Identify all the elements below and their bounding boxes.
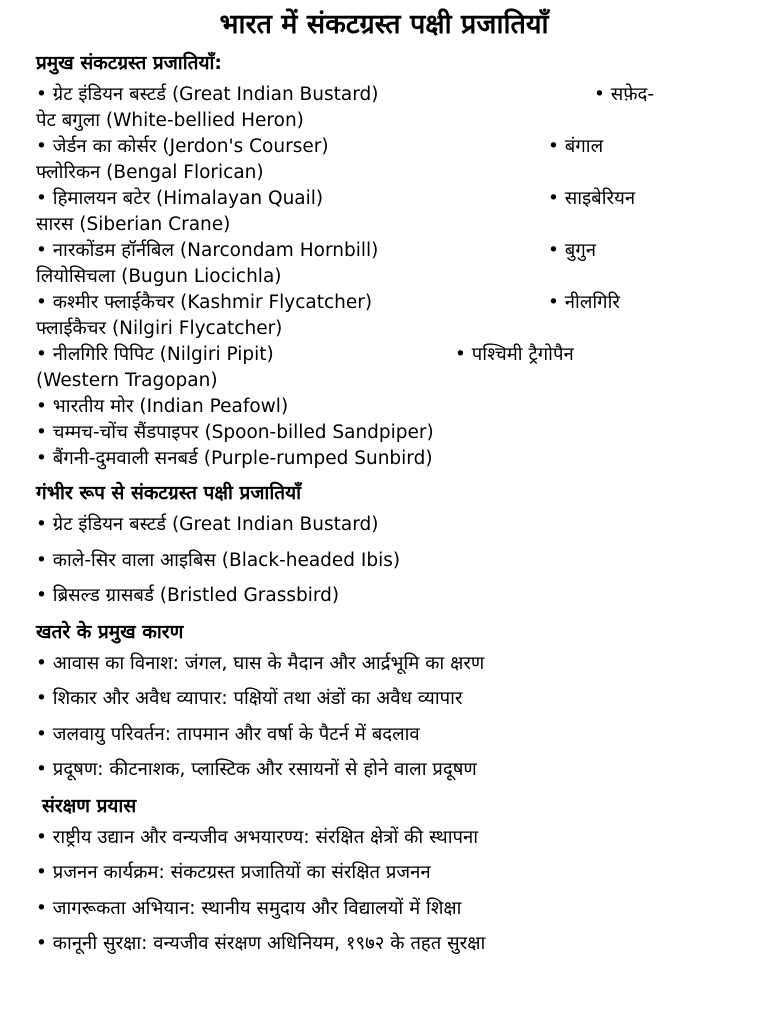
species-item-continuation: लियोसिचला (Bugun Liocichla) — [36, 266, 282, 287]
conservation-item: • प्रजनन कार्यक्रम: संकटग्रस्त प्रजातियों का संरक्षित प्रजनन — [36, 862, 431, 883]
conservation-item: • कानूनी सुरक्षा: वन्यजीव संरक्षण अधिनियम, १९७२ के तहत सुरक्षा — [36, 933, 486, 954]
species-pair — [36, 342, 732, 394]
major-species-heading: प्रमुख संकटग्रस्त प्रजातियाँ: — [36, 52, 223, 74]
species-item-right: • नीलगिरि — [548, 292, 620, 313]
species-pair — [36, 238, 732, 290]
species-item-continuation: सारस (Siberian Crane) — [36, 214, 231, 235]
critically-endangered-list — [36, 512, 732, 609]
threat-item: • जलवायु परिवर्तन: तापमान और वर्षा के पैटर्न में बदलाव — [36, 723, 420, 745]
species-pair — [36, 82, 732, 134]
threat-causes-list — [36, 651, 732, 784]
species-item-left: • कश्मीर फ्लाईकैचर (Kashmir Flycatcher) — [36, 292, 373, 313]
species-item-right: • बंगाल — [548, 136, 604, 157]
conservation-list — [36, 825, 732, 958]
major-species-list — [36, 82, 732, 472]
species-item-right: • साइबेरियन — [548, 188, 636, 209]
species-item-left: • ग्रेट इंडियन बस्टर्ड (Great Indian Bustard) — [36, 84, 379, 105]
critically-endangered-heading: गंभीर रूप से संकटग्रस्त पक्षी प्रजातियाँ — [36, 482, 302, 504]
species-item-continuation: (Western Tragopan) — [36, 370, 218, 391]
critical-species-item: • काले-सिर वाला आइबिस (Black-headed Ibis) — [36, 549, 401, 571]
species-item: • भारतीय मोर (Indian Peafowl) — [36, 396, 289, 417]
species-item-left: • जेर्डन का कोर्सर (Jerdon's Courser) — [36, 136, 329, 157]
species-item-right: • बुगुन — [548, 240, 597, 261]
page-title: भारत में संकटग्रस्त पक्षी प्रजातियाँ — [219, 9, 549, 40]
species-item-right: • सफ़ेद- — [594, 84, 655, 105]
critical-species-item: • ब्रिसल्ड ग्रासबर्ड (Bristled Grassbird) — [36, 585, 340, 606]
species-item-continuation: फ्लोरिकन (Bengal Florican) — [36, 162, 264, 183]
species-item-continuation: पेट बगुला (White-bellied Heron) — [36, 110, 304, 131]
species-item-left: • नारकोंडम हॉर्नबिल (Narcondam Hornbill) — [36, 240, 379, 261]
species-pair — [36, 290, 732, 342]
species-pair — [36, 134, 732, 186]
threat-causes-heading: खतरे के प्रमुख कारण — [36, 620, 184, 643]
threat-item: • शिकार और अवैध व्यापार: पक्षियों तथा अंडों का अवैध व्यापार — [36, 688, 463, 709]
species-item-left: • हिमालयन बटेर (Himalayan Quail) — [36, 188, 324, 209]
species-item-continuation: फ्लाईकैचर (Nilgiri Flycatcher) — [36, 318, 283, 339]
threat-item: • आवास का विनाश: जंगल, घास के मैदान और आर्द्रभूमि का क्षरण — [36, 652, 485, 674]
species-item: • बैंगनी-दुमवाली सनबर्ड (Purple-rumped Sunbird) — [36, 448, 433, 469]
species-item-left: • नीलगिरि पिपिट (Nilgiri Pipit) — [36, 344, 274, 365]
conservation-heading: संरक्षण प्रयास — [42, 794, 137, 817]
threat-item: • प्रदूषण: कीटनाशक, प्लास्टिक और रसायनों से होने वाला प्रदूषण — [36, 759, 477, 780]
species-item-right: • पश्चिमी ट्रैगोपैन — [455, 344, 574, 365]
species-pair — [36, 186, 732, 238]
critical-species-item: • ग्रेट इंडियन बस्टर्ड (Great Indian Bustard) — [36, 514, 379, 535]
conservation-item: • राष्ट्रीय उद्यान और वन्यजीव अभयारण्य: संरक्षित क्षेत्रों की स्थापना — [36, 826, 479, 848]
conservation-item: • जागरूकता अभियान: स्थानीय समुदाय और विद्यालयों में शिक्षा — [36, 897, 462, 919]
species-item: • चम्मच-चोंच सैंडपाइपर (Spoon-billed Sandpiper) — [36, 422, 434, 443]
